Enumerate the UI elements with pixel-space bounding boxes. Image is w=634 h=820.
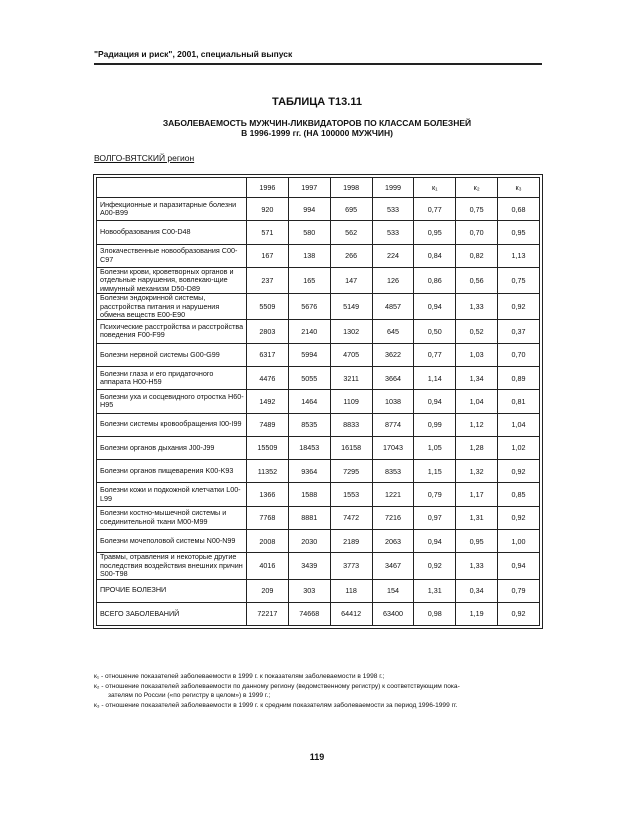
value-cell: 138 [288, 244, 330, 267]
value-cell: 3467 [372, 553, 414, 579]
value-cell: 1492 [247, 390, 289, 413]
value-cell: 72217 [247, 602, 289, 625]
footnote-k2: к₂ - отношение показателей заболеваемости по данному региону (ведомственному регистру) к соответствующим пока- [94, 682, 460, 690]
value-cell: 0,82 [456, 244, 498, 267]
table-subtitle [0, 118, 634, 138]
table-row [97, 530, 540, 553]
column-header: 1997 [288, 178, 330, 198]
value-cell: 0,95 [414, 221, 456, 244]
column-header: к₃ [498, 178, 540, 198]
value-cell: 695 [330, 198, 372, 221]
table-body [97, 198, 540, 626]
value-cell: 1,31 [456, 506, 498, 529]
value-cell: 1109 [330, 390, 372, 413]
disease-class-cell: Болезни уха и сосцевидного отростка H60-H95 [97, 390, 247, 413]
footnote-k3: к₃ - отношение показателей заболеваемости в 1999 г. к средним показателям заболеваемости за период 1996-1999 гг. [94, 701, 458, 709]
disease-class-cell: Болезни глаза и его придаточного аппарата H00-H59 [97, 366, 247, 389]
footnote-k1: к₁ - отношение показателей заболеваемости в 1999 г. к показателям заболеваемости в 1998 г.; [94, 673, 385, 680]
table-row [97, 343, 540, 366]
value-cell: 5055 [288, 366, 330, 389]
value-cell: 1,00 [498, 530, 540, 553]
value-cell: 0,94 [498, 553, 540, 579]
value-cell: 4857 [372, 294, 414, 320]
value-cell: 645 [372, 320, 414, 343]
value-cell: 0,79 [498, 579, 540, 602]
value-cell: 0,95 [456, 530, 498, 553]
table-row [97, 267, 540, 293]
value-cell: 0,94 [414, 294, 456, 320]
table-row [97, 294, 540, 320]
value-cell: 1,19 [456, 602, 498, 625]
disease-class-cell: Болезни системы кровообращения I00-I99 [97, 413, 247, 436]
disease-class-cell: Болезни крови, кроветворных органов и отдельные нарушения, вовлекаю-щие иммунный механизм D50-D89 [97, 267, 247, 293]
value-cell: 0,70 [498, 343, 540, 366]
value-cell: 533 [372, 198, 414, 221]
value-cell: 0,81 [498, 390, 540, 413]
value-cell: 2803 [247, 320, 289, 343]
value-cell: 0,92 [498, 506, 540, 529]
table-row [97, 390, 540, 413]
value-cell: 5994 [288, 343, 330, 366]
disease-class-cell: Психические расстройства и расстройства поведения F00-F99 [97, 320, 247, 343]
table-row [97, 553, 540, 579]
table-row [97, 221, 540, 244]
value-cell: 0,98 [414, 602, 456, 625]
value-cell: 8833 [330, 413, 372, 436]
value-cell: 7216 [372, 506, 414, 529]
column-header: к₂ [456, 178, 498, 198]
value-cell: 0,92 [414, 553, 456, 579]
table-row [97, 483, 540, 506]
running-header: "Радиация и риск", 2001, специальный выпуск [94, 49, 293, 59]
subtitle-line-1: ЗАБОЛЕВАЕМОСТЬ МУЖЧИН-ЛИКВИДАТОРОВ ПО КЛАССАМ БОЛЕЗНЕЙ [162, 118, 472, 128]
value-cell: 5676 [288, 294, 330, 320]
value-cell: 1366 [247, 483, 289, 506]
value-cell: 562 [330, 221, 372, 244]
page-number: 119 [309, 752, 325, 762]
value-cell: 0,77 [414, 343, 456, 366]
value-cell: 6317 [247, 343, 289, 366]
value-cell: 74668 [288, 602, 330, 625]
value-cell: 167 [247, 244, 289, 267]
table-row [97, 413, 540, 436]
value-cell: 0,97 [414, 506, 456, 529]
table-row [97, 506, 540, 529]
value-cell: 7768 [247, 506, 289, 529]
value-cell: 8535 [288, 413, 330, 436]
disease-class-cell: Болезни органов пищеварения K00-K93 [97, 460, 247, 483]
value-cell: 7489 [247, 413, 289, 436]
value-cell: 1,28 [456, 436, 498, 459]
table-row [97, 460, 540, 483]
value-cell: 0,68 [498, 198, 540, 221]
value-cell: 118 [330, 579, 372, 602]
table-row [97, 602, 540, 625]
value-cell: 7295 [330, 460, 372, 483]
value-cell: 0,92 [498, 294, 540, 320]
disease-class-cell: Травмы, отравления и некоторые другие последствия воздействия внешних причин S00-T98 [97, 553, 247, 579]
value-cell: 237 [247, 267, 289, 293]
value-cell: 0,95 [498, 221, 540, 244]
region-label: ВОЛГО-ВЯТСКИЙ регион [94, 153, 195, 163]
value-cell: 5509 [247, 294, 289, 320]
footnote-k2-continued: зателям по России («по регистру в целом») в 1999 г.; [108, 692, 271, 699]
value-cell: 126 [372, 267, 414, 293]
value-cell: 1,14 [414, 366, 456, 389]
disease-class-cell: ПРОЧИЕ БОЛЕЗНИ [97, 579, 247, 602]
value-cell: 0,75 [498, 267, 540, 293]
value-cell: 3664 [372, 366, 414, 389]
morbidity-table [96, 177, 540, 626]
value-cell: 11352 [247, 460, 289, 483]
value-cell: 3211 [330, 366, 372, 389]
value-cell: 17043 [372, 436, 414, 459]
value-cell: 1,33 [456, 553, 498, 579]
value-cell: 209 [247, 579, 289, 602]
value-cell: 0,79 [414, 483, 456, 506]
value-cell: 2030 [288, 530, 330, 553]
disease-class-cell: Болезни кожи и подкожной клетчатки L00-L99 [97, 483, 247, 506]
disease-class-cell: Болезни органов дыхания J00-J99 [97, 436, 247, 459]
column-header: 1996 [247, 178, 289, 198]
value-cell: 266 [330, 244, 372, 267]
value-cell: 920 [247, 198, 289, 221]
table-title: ТАБЛИЦА Т13.11 [272, 96, 362, 108]
value-cell: 1,03 [456, 343, 498, 366]
value-cell: 1,04 [498, 413, 540, 436]
table-row [97, 579, 540, 602]
value-cell: 224 [372, 244, 414, 267]
value-cell: 1,13 [498, 244, 540, 267]
value-cell: 1,05 [414, 436, 456, 459]
disease-class-cell: Болезни костно-мышечной системы и соединительной ткани M00-M99 [97, 506, 247, 529]
value-cell: 571 [247, 221, 289, 244]
column-header [97, 178, 247, 198]
value-cell: 0,70 [456, 221, 498, 244]
table-row [97, 198, 540, 221]
value-cell: 1,02 [498, 436, 540, 459]
disease-class-cell: Болезни мочеполовой системы N00-N99 [97, 530, 247, 553]
value-cell: 1,12 [456, 413, 498, 436]
value-cell: 533 [372, 221, 414, 244]
value-cell: 4016 [247, 553, 289, 579]
value-cell: 18453 [288, 436, 330, 459]
value-cell: 1,04 [456, 390, 498, 413]
value-cell: 1588 [288, 483, 330, 506]
value-cell: 8881 [288, 506, 330, 529]
value-cell: 0,84 [414, 244, 456, 267]
disease-class-cell: Новообразования C00-D48 [97, 221, 247, 244]
table-row [97, 244, 540, 267]
value-cell: 0,37 [498, 320, 540, 343]
value-cell: 5149 [330, 294, 372, 320]
disease-class-cell: Злокачественные новообразования C00-C97 [97, 244, 247, 267]
value-cell: 1,15 [414, 460, 456, 483]
value-cell: 15509 [247, 436, 289, 459]
column-header: к₁ [414, 178, 456, 198]
table-row [97, 320, 540, 343]
value-cell: 4705 [330, 343, 372, 366]
value-cell: 0,52 [456, 320, 498, 343]
value-cell: 165 [288, 267, 330, 293]
table-frame [93, 174, 543, 629]
value-cell: 1221 [372, 483, 414, 506]
value-cell: 3773 [330, 553, 372, 579]
value-cell: 4476 [247, 366, 289, 389]
value-cell: 1,17 [456, 483, 498, 506]
value-cell: 0,92 [498, 602, 540, 625]
value-cell: 64412 [330, 602, 372, 625]
value-cell: 8353 [372, 460, 414, 483]
value-cell: 580 [288, 221, 330, 244]
value-cell: 1,34 [456, 366, 498, 389]
value-cell: 1553 [330, 483, 372, 506]
value-cell: 2008 [247, 530, 289, 553]
table-row [97, 366, 540, 389]
value-cell: 3622 [372, 343, 414, 366]
value-cell: 147 [330, 267, 372, 293]
table-header-row [97, 178, 540, 198]
value-cell: 1038 [372, 390, 414, 413]
value-cell: 0,94 [414, 390, 456, 413]
value-cell: 0,99 [414, 413, 456, 436]
value-cell: 0,89 [498, 366, 540, 389]
value-cell: 63400 [372, 602, 414, 625]
value-cell: 154 [372, 579, 414, 602]
value-cell: 9364 [288, 460, 330, 483]
table-row [97, 436, 540, 459]
value-cell: 1464 [288, 390, 330, 413]
header-rule [94, 63, 542, 65]
disease-class-cell: Инфекционные и паразитарные болезни A00-B99 [97, 198, 247, 221]
footnotes [94, 672, 542, 710]
value-cell: 1,33 [456, 294, 498, 320]
value-cell: 0,85 [498, 483, 540, 506]
disease-class-cell: Болезни нервной системы G00-G99 [97, 343, 247, 366]
value-cell: 8774 [372, 413, 414, 436]
value-cell: 16158 [330, 436, 372, 459]
value-cell: 1302 [330, 320, 372, 343]
value-cell: 0,75 [456, 198, 498, 221]
value-cell: 2140 [288, 320, 330, 343]
subtitle-line-2: В 1996-1999 гг. (НА 100000 МУЖЧИН) [241, 128, 393, 138]
value-cell: 1,31 [414, 579, 456, 602]
disease-class-cell: Болезни эндокринной системы, расстройства питания и нарушения обмена веществ E00-E90 [97, 294, 247, 320]
column-header: 1999 [372, 178, 414, 198]
disease-class-cell: ВСЕГО ЗАБОЛЕВАНИЙ [97, 602, 247, 625]
value-cell: 0,92 [498, 460, 540, 483]
value-cell: 994 [288, 198, 330, 221]
value-cell: 7472 [330, 506, 372, 529]
value-cell: 2189 [330, 530, 372, 553]
value-cell: 0,34 [456, 579, 498, 602]
value-cell: 0,50 [414, 320, 456, 343]
value-cell: 3439 [288, 553, 330, 579]
column-header: 1998 [330, 178, 372, 198]
value-cell: 303 [288, 579, 330, 602]
value-cell: 1,32 [456, 460, 498, 483]
value-cell: 2063 [372, 530, 414, 553]
value-cell: 0,77 [414, 198, 456, 221]
value-cell: 0,56 [456, 267, 498, 293]
value-cell: 0,94 [414, 530, 456, 553]
value-cell: 0,86 [414, 267, 456, 293]
